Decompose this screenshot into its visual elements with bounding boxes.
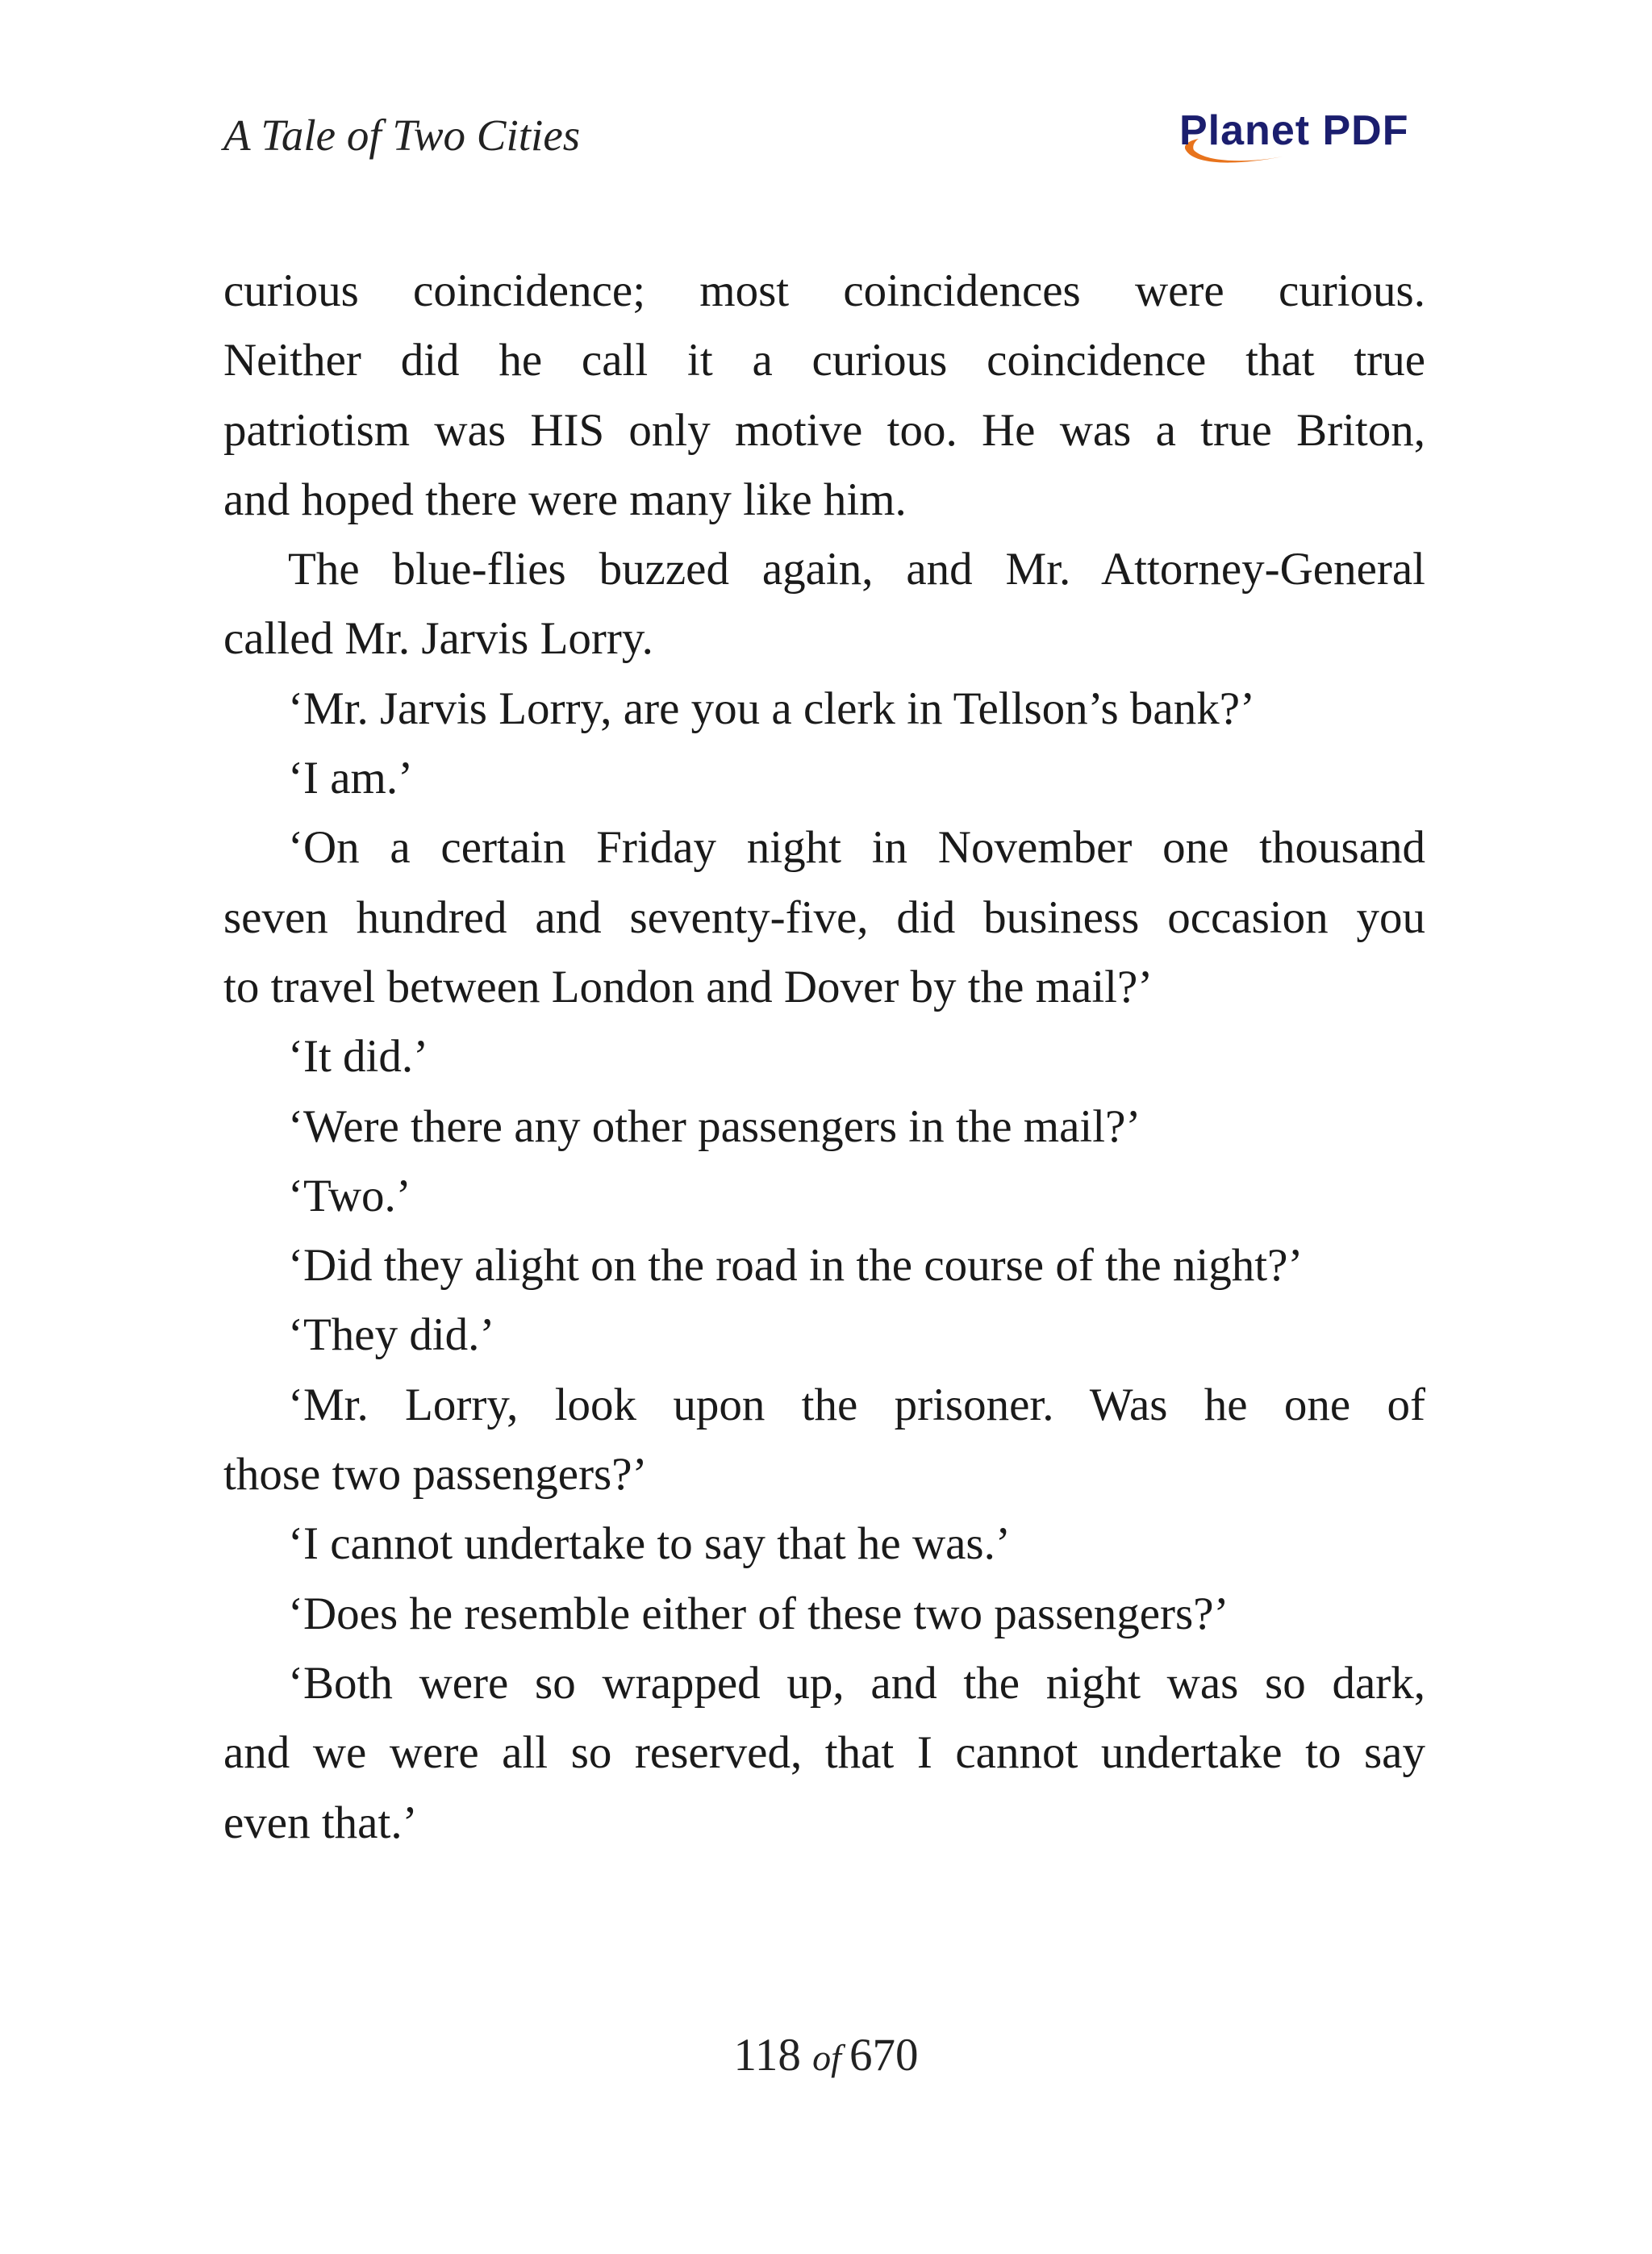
text-line: and we were all so reserved, that I cannot undertake to say (223, 1727, 1425, 1779)
text-line: ‘It did.’ (288, 1031, 429, 1083)
paragraph (223, 1231, 1425, 1300)
paragraph (223, 1649, 1425, 1858)
text-line: ‘Did they alight on the road in the course of the night?’ (288, 1240, 1304, 1292)
text-line: seven hundred and seventy-five, did business occasion you (223, 891, 1425, 943)
text-line: ‘I am.’ (288, 753, 414, 804)
paragraph (223, 257, 1425, 535)
planet-pdf-logo (1162, 100, 1420, 173)
book-title: A Tale of Two Cities (223, 111, 581, 160)
paragraph (223, 535, 1425, 674)
paragraph (223, 813, 1425, 1022)
paragraph (223, 1092, 1425, 1162)
paragraph (223, 1162, 1425, 1231)
text-line: even that.’ (223, 1797, 418, 1848)
text-line: patriotism was HIS only motive too. He was a true Briton, (223, 404, 1425, 456)
paragraph (223, 1509, 1425, 1579)
text-line: ‘Mr. Jarvis Lorry, are you a clerk in Tellson’s bank?’ (288, 682, 1256, 734)
text-line: The blue-flies buzzed again, and Mr. Attorney-General (288, 544, 1425, 595)
text-line: ‘Does he resemble either of these two passengers?’ (288, 1588, 1229, 1639)
text-line: curious coincidence; most coincidences were curious. (223, 265, 1425, 316)
paragraph (223, 1371, 1425, 1510)
text-line: ‘Two.’ (288, 1170, 411, 1221)
text-line: those two passengers?’ (223, 1449, 648, 1501)
page-of: of (812, 2037, 841, 2078)
text-line: to travel between London and Dover by the mail?’ (223, 961, 1153, 1012)
text-line: ‘I cannot undertake to say that he was.’ (288, 1518, 1011, 1570)
page-current: 118 (733, 2030, 801, 2081)
logo-text: Planet PDF (1179, 107, 1409, 154)
paragraph (223, 1022, 1425, 1092)
text-line: Neither did he call it a curious coincidence that true (223, 335, 1425, 386)
text-line: called Mr. Jarvis Lorry. (223, 613, 653, 665)
paragraph (223, 744, 1425, 813)
body-text (223, 257, 1425, 1858)
page-number (0, 2023, 1652, 2090)
text-line: ‘On a certain Friday night in November one thousand (288, 822, 1425, 874)
page-total: 670 (849, 2030, 919, 2081)
paragraph (223, 674, 1425, 744)
text-line: and hoped there were many like him. (223, 474, 907, 525)
text-line: ‘Both were so wrapped up, and the night was so dark, (288, 1657, 1425, 1709)
text-line: ‘Mr. Lorry, look upon the prisoner. Was he one of (288, 1379, 1425, 1430)
text-line: ‘They did.’ (288, 1309, 495, 1361)
paragraph (223, 1300, 1425, 1370)
text-line: ‘Were there any other passengers in the mail?’ (288, 1100, 1141, 1152)
paragraph (223, 1580, 1425, 1649)
